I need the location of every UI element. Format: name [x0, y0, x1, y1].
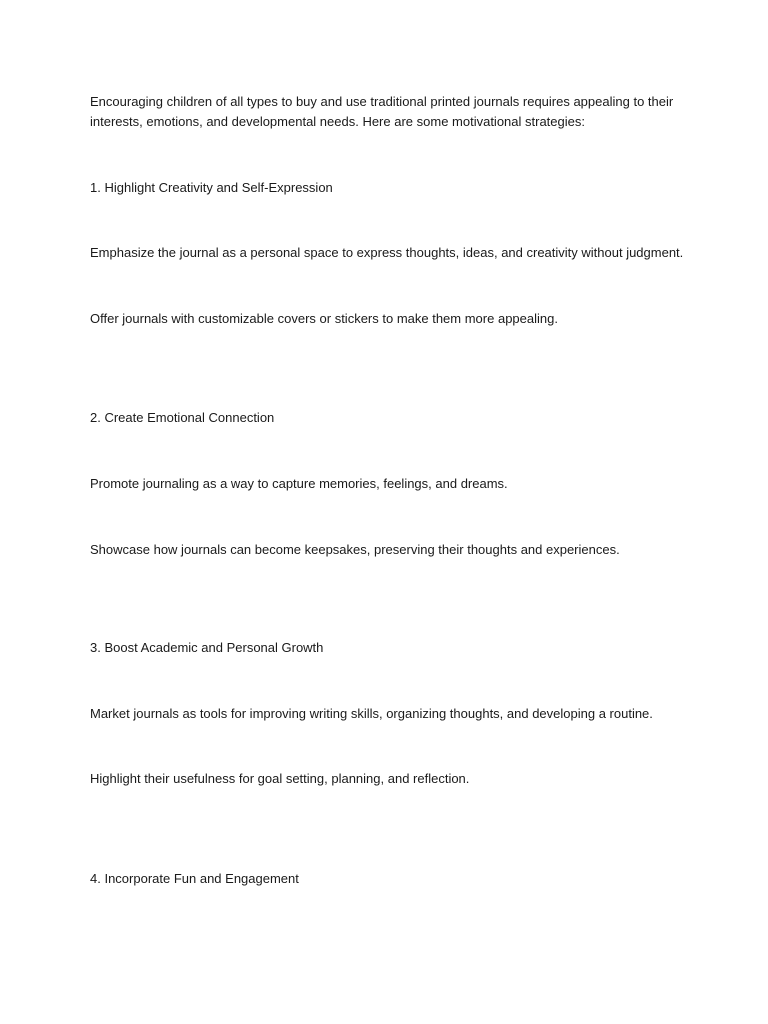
section-paragraph: Emphasize the journal as a personal space to express thoughts, ideas, and creativity without judgment.	[90, 245, 684, 260]
section-paragraph: Market journals as tools for improving writing skills, organizing thoughts, and developing a routine.	[90, 706, 653, 721]
section-paragraph: Promote journaling as a way to capture memories, feelings, and dreams.	[90, 476, 508, 491]
section-heading: 4. Incorporate Fun and Engagement	[90, 871, 299, 886]
section-heading: 3. Boost Academic and Personal Growth	[90, 640, 324, 655]
section-paragraph: Highlight their usefulness for goal setting, planning, and reflection.	[90, 771, 470, 786]
section-heading: 1. Highlight Creativity and Self-Expression	[90, 180, 333, 195]
section-paragraph: Showcase how journals can become keepsakes, preserving their thoughts and experiences.	[90, 542, 620, 557]
intro-paragraph: Encouraging children of all types to buy and use traditional printed journals requires appealing to their interests, emotions, and developmental needs. Here are some motivational strategies:	[90, 94, 674, 129]
section-paragraph: Offer journals with customizable covers or stickers to make them more appealing.	[90, 311, 558, 326]
section-heading: 2. Create Emotional Connection	[90, 410, 275, 425]
